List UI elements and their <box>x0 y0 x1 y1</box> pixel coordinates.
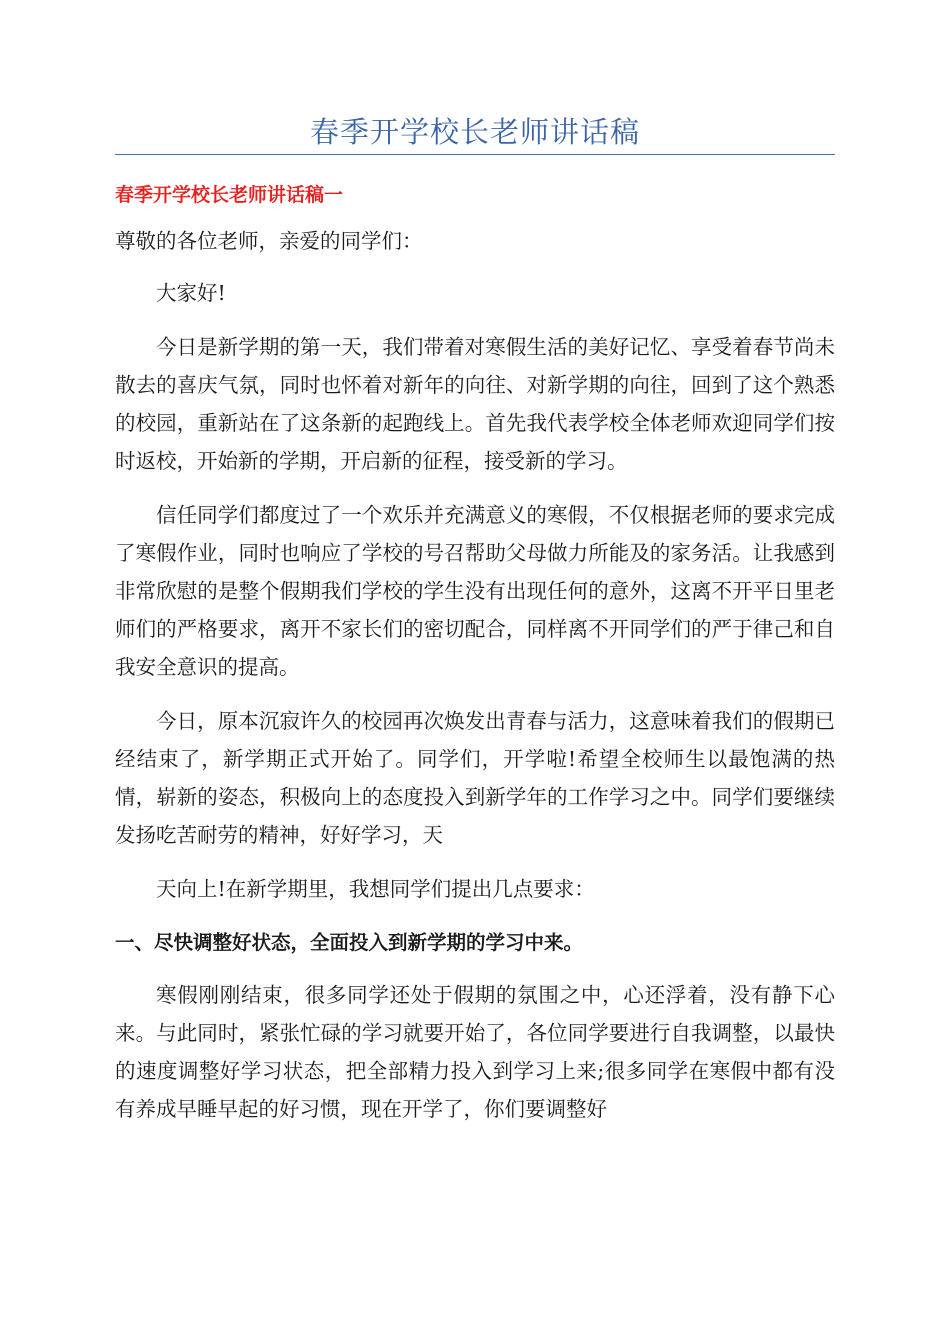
numbered-subheading: 一、尽快调整好状态，全面投入到新学期的学习中来。 <box>115 931 584 954</box>
paragraph: 今日，原本沉寂许久的校园再次焕发出青春与活力，这意味着我们的假期已经结束了，新学期正式开始了。同学们，开学啦!希望全校师生以最饱满的热情，崭新的姿态，积极向上的态度投入到新学年的工作学习之中。同学们要继续发扬吃苦耐劳的精神，好好学习，天 <box>115 709 835 847</box>
paragraph: 信任同学们都度过了一个欢乐并充满意义的寒假，不仅根据老师的要求完成了寒假作业，同时也响应了学校的号召帮助父母做力所能及的家务活。让我感到非常欣慰的是整个假期我们学校的学生没有出现任何的意外，这离不开平日里老师们的严格要求，离开不家长们的密切配合，同样离不开同学们的严于律己和自我安全意识的提高。 <box>115 503 835 679</box>
salutation: 尊敬的各位老师，亲爱的同学们： <box>115 229 423 253</box>
document-title: 春季开学校长老师讲话稿 <box>309 115 640 149</box>
section-heading: 春季开学校长老师讲话稿一 <box>115 184 344 206</box>
paragraph: 寒假刚刚结束，很多同学还处于假期的氛围之中，心还浮着，没有静下心来。与此同时，紧张忙碌的学习就要开始了，各位同学要进行自我调整，以最快的速度调整好学习状态，把全部精力投入到学习上来;很多同学在寒假中都有没有养成早睡早起的好习惯，现在开学了，你们要调整好 <box>115 983 835 1121</box>
title-divider <box>115 154 835 155</box>
paragraph: 天向上!在新学期里，我想同学们提出几点要求： <box>156 877 595 901</box>
document-body <box>115 222 835 1144</box>
greeting: 大家好! <box>156 281 226 305</box>
paragraph: 今日是新学期的第一天，我们带着对寒假生活的美好记忆、享受着春节尚未散去的喜庆气氛，同时也怀着对新年的向往、对新学期的向往，回到了这个熟悉的校园，重新站在了这条新的起跑线上。首先我代表学校全体老师欢迎同学们按时返校，开始新的学期，开启新的征程，接受新的学习。 <box>115 335 835 473</box>
